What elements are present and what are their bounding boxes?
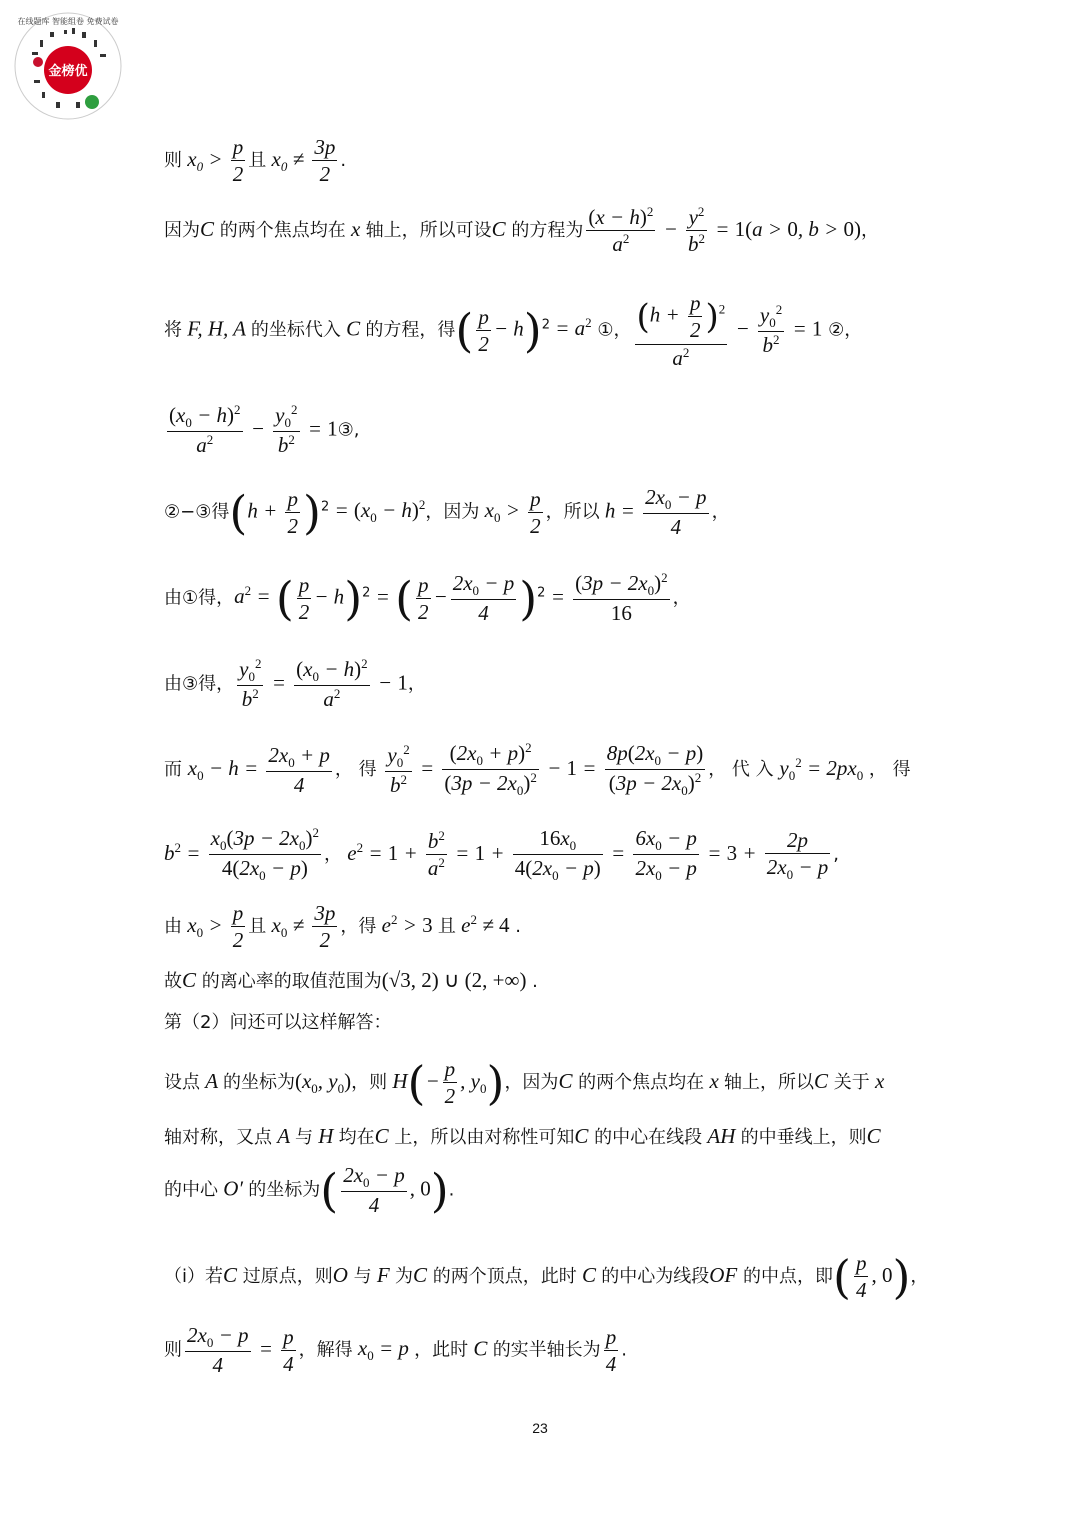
solution-line-4: $\frac{(x_0 - h)^2}{a^2}$ − $\frac{y_0^2}{b^2}$ = 1③, (169, 402, 360, 458)
solution-line-7: 由③得， $\frac{y_0^2}{b^2}$ = $\frac{(x_0 - h)^2}{a^2}$ − 1， (164, 656, 426, 712)
page-number: 23 (532, 1420, 548, 1436)
solution-line-17: 则 $\frac{2x_0 - p}{4}$ = $\frac{p}{4}$ ，解得 $x_0 = p$ ，此时 C 的实半轴长为 $\frac{p}{4}$ . (164, 1323, 627, 1378)
solution-line-3: 将 F, H, A 的坐标代入 C 的方程，得( $\frac{p}{2}$ − $h)^2 = a^2$ ①， (h + $\frac{p}{2}$ )$^2$ $a^2$ − $\frac{y_0^2}{b^2}$ = 1 ②， (164, 291, 863, 370)
solution-line-1: 则 $x_0$ > $\frac{p}{2}$ 且 $x_0$ ≠ $\frac{3p}{2}$ . (164, 135, 347, 187)
logo-arc-text: 在线题库 智能组卷 免费试卷 (17, 17, 119, 26)
solution-line-11: 故C 的离心率的取值范围为(√3, 2) ∪ (2, +∞) . (164, 968, 538, 992)
solution-line-16: （i）若C 过原点，则O 与 F 为C 的两个顶点，此时 C 的中心为线段OF 的中点，即( $\frac{p}{4}$ , 0)， (164, 1249, 929, 1304)
solution-line-12: 第（2）问还可以这样解答： (164, 1012, 392, 1033)
solution-line-2: 因为C 的两个焦点均在 x 轴上，所以可设C 的方程为 $\frac{(x - h)^2}{a^2}$ − $\frac{y^2}{b^2}$ = 1(a > 0, b > 0)， (164, 204, 880, 257)
solution-line-6: 由①得，$a^2$ = ( $\frac{p}{2}$ − h)$^2$ = ( $\frac{p}{2}$ − $\frac{2x_0 - p}{4}$ )$^2$ = $\frac{(3p - 2x_0)^2}{16}$ ， (164, 570, 691, 626)
jinbangyou-logo (12, 10, 124, 122)
logo-name: 金榜优 (48, 64, 88, 79)
solution-line-8: 而 $x_0 - h$ = $\frac{2x_0 + p}{4}$ ， 得 $\frac{y_0^2}{b^2}$ = $\frac{(2x_0 + p)^2}{(3p - 2x_0)^2}$ − 1 = $\frac{8p(2x_0 - p)}{(3p - 2x_0)^2}$ ， 代 入 $y_0^2 = 2px_0$ ， 得 (164, 740, 911, 799)
solution-line-5: ②−③得(h + $\frac{p}{2}$ )$^2 = (x_0 - h)^2$，因为 $x_0$ > $\frac{p}{2}$ ，所以 h = $\frac{2x_0 - p}{4}$ ， (164, 485, 730, 540)
solution-line-9: $b^2$ = $\frac{x_0(3p - 2x_0)^2}{4(2x_0 - p)}$ ， $e^2 = 1$ + $\frac{b^2}{a^2}$ = 1 + $\frac{16x_0}{4(2x_0 - p)}$ = $\frac{6x_0 - p}{2x_0 - p}$ = 3 + $\frac{2p}{2x_0 - p}$ , (164, 825, 840, 884)
solution-line-14: 轴对称，又点 A 与 H 均在C 上，所以由对称性可知C 的中心在线段 AH 的中垂线上，则C (164, 1124, 881, 1148)
solution-line-13: 设点 A 的坐标为($x_0$, $y_0$)，则 H(− $\frac{p}{2}$ , $y_0$)，因为C 的两个焦点均在 x 轴上，所以C 关于 x (164, 1055, 885, 1110)
solution-line-10: 由 $x_0$ > $\frac{p}{2}$ 且 $x_0$ ≠ $\frac{3p}{2}$ ，得 $e^2 > 3$ 且 $e^2 \ne 4$ . (164, 901, 521, 953)
solution-line-15: 的中心 O′ 的坐标为( $\frac{2x_0 - p}{4}$ , 0). (164, 1163, 455, 1218)
